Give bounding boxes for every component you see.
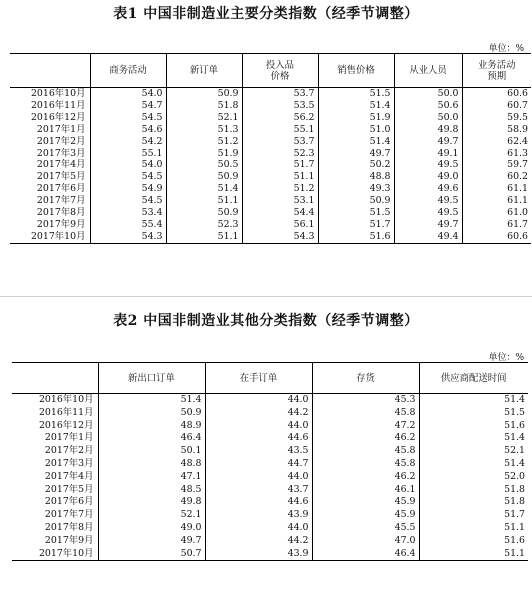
- row-label: 2017年4月: [36, 159, 86, 171]
- table-cell: 62.4: [462, 136, 531, 148]
- table-cell: 54.5: [90, 171, 166, 183]
- table-cell: 44.6: [205, 432, 312, 445]
- table-cell: 51.7: [419, 509, 528, 522]
- table-cell: 49.0: [98, 522, 205, 535]
- table-cell: 51.7: [318, 219, 394, 231]
- table-cell: 55.4: [90, 219, 166, 231]
- table-row: [10, 207, 531, 219]
- row-label: 2017年1月: [44, 432, 94, 444]
- table-cell: 52.0: [419, 471, 528, 484]
- table-cell: 50.6: [394, 100, 462, 112]
- row-label: 2017年10月: [38, 547, 94, 559]
- table-cell: 44.0: [205, 394, 312, 407]
- row-label: 2017年3月: [36, 147, 86, 159]
- table-cell: 46.2: [312, 471, 419, 484]
- table-cell: 60.2: [462, 171, 531, 183]
- table-cell: 49.5: [394, 159, 462, 171]
- table-row: [10, 136, 531, 148]
- table-cell: 46.4: [312, 548, 419, 561]
- table-row: [10, 112, 531, 124]
- table-row: [10, 231, 531, 243]
- table2-col-header-3: 存货: [312, 363, 419, 394]
- table-cell: 51.1: [242, 171, 318, 183]
- row-label: 2017年10月: [30, 230, 86, 242]
- table-cell: 44.2: [205, 535, 312, 548]
- table-row: [12, 484, 528, 497]
- table1: [10, 53, 531, 244]
- table-row: [12, 407, 528, 420]
- table-cell: 49.7: [394, 136, 462, 148]
- table-cell: 51.4: [166, 183, 242, 195]
- table-cell: 51.5: [318, 207, 394, 219]
- table-cell: 61.0: [462, 207, 531, 219]
- table-cell: 49.1: [394, 148, 462, 160]
- table-cell: 50.9: [98, 407, 205, 420]
- table-cell: 51.5: [419, 407, 528, 420]
- table-cell: 51.3: [166, 124, 242, 136]
- table-cell: 51.9: [166, 148, 242, 160]
- table-cell: 51.8: [419, 484, 528, 497]
- row-label: 2017年6月: [44, 496, 94, 508]
- table2-col-header-1: 新出口订单: [98, 363, 205, 394]
- table1-col-header-0: [10, 54, 90, 88]
- table2-col-header-2: 在手订单: [205, 363, 312, 394]
- table-cell: 60.7: [462, 100, 531, 112]
- row-label: 2017年4月: [44, 470, 94, 482]
- table-cell: 50.0: [394, 112, 462, 124]
- row-label: 2017年5月: [44, 483, 94, 495]
- row-label: 2017年8月: [36, 207, 86, 219]
- table-cell: 50.9: [166, 171, 242, 183]
- table-cell: 51.0: [318, 124, 394, 136]
- row-label: 2016年12月: [38, 419, 94, 431]
- table-cell: 61.1: [462, 183, 531, 195]
- table-cell: 43.9: [205, 548, 312, 561]
- table-cell: 49.7: [394, 219, 462, 231]
- table-row: [10, 88, 531, 100]
- table-cell: 51.4: [318, 100, 394, 112]
- table-cell: 47.0: [312, 535, 419, 548]
- table-cell: 49.7: [318, 148, 394, 160]
- table-cell: 49.5: [394, 195, 462, 207]
- table-row: [12, 445, 528, 458]
- table-cell: 49.6: [394, 183, 462, 195]
- table-cell: 51.2: [242, 183, 318, 195]
- section-divider: [0, 296, 532, 297]
- table-cell: 51.4: [318, 136, 394, 148]
- table-row: [12, 548, 528, 561]
- table-cell: 49.8: [98, 496, 205, 509]
- table-cell: 50.0: [394, 88, 462, 100]
- table-cell: 48.8: [98, 458, 205, 471]
- row-label: 2017年7月: [44, 509, 94, 521]
- table-cell: 45.3: [312, 394, 419, 407]
- table-cell: 51.1: [166, 195, 242, 207]
- table1-col-header-1: 商务活动: [90, 54, 166, 88]
- table2-body: [12, 394, 528, 561]
- table-cell: 50.9: [166, 88, 242, 100]
- table2-unit: 单位：%: [488, 353, 524, 363]
- table-cell: 51.4: [419, 458, 528, 471]
- table-cell: 51.1: [166, 231, 242, 243]
- table-row: [12, 496, 528, 509]
- table-cell: 45.8: [312, 445, 419, 458]
- table-cell: 45.8: [312, 458, 419, 471]
- table-cell: 48.5: [98, 484, 205, 497]
- row-label: 2017年2月: [36, 135, 86, 147]
- table-row: [12, 432, 528, 445]
- table-cell: 54.0: [90, 88, 166, 100]
- table-cell: 51.7: [242, 159, 318, 171]
- row-label: 2016年12月: [30, 111, 86, 123]
- row-label: 2016年10月: [30, 88, 86, 99]
- table-cell: 49.0: [394, 171, 462, 183]
- table-cell: 54.0: [90, 159, 166, 171]
- table-cell: 54.6: [90, 124, 166, 136]
- table-cell: 49.8: [394, 124, 462, 136]
- table-cell: 61.7: [462, 219, 531, 231]
- table-cell: 52.3: [242, 148, 318, 160]
- table-cell: 43.5: [205, 445, 312, 458]
- table-cell: 51.6: [419, 535, 528, 548]
- table1-body: [10, 88, 531, 244]
- row-label: 2016年11月: [30, 99, 86, 111]
- table-cell: 51.4: [98, 394, 205, 407]
- table-row: [10, 183, 531, 195]
- table-cell: 59.7: [462, 159, 531, 171]
- table-cell: 53.4: [90, 207, 166, 219]
- table-row: [12, 420, 528, 433]
- table-cell: 58.9: [462, 124, 531, 136]
- table-cell: 45.5: [312, 522, 419, 535]
- table-cell: 51.6: [318, 231, 394, 243]
- table-row: [12, 458, 528, 471]
- table-cell: 43.9: [205, 509, 312, 522]
- table-cell: 53.7: [242, 88, 318, 100]
- table-cell: 46.4: [98, 432, 205, 445]
- table-cell: 52.1: [419, 445, 528, 458]
- table-cell: 51.1: [419, 548, 528, 561]
- table-row: [12, 394, 528, 407]
- table-row: [10, 124, 531, 136]
- table1-unit: 单位：%: [488, 44, 524, 54]
- table1-col-header-4: 销售价格: [318, 54, 394, 88]
- table-cell: 49.7: [98, 535, 205, 548]
- table-cell: 45.8: [312, 407, 419, 420]
- row-label: 2016年10月: [38, 394, 94, 405]
- table-cell: 50.1: [98, 445, 205, 458]
- table-row: [10, 195, 531, 207]
- row-label: 2017年1月: [36, 123, 86, 135]
- table-cell: 56.1: [242, 219, 318, 231]
- table-cell: 53.5: [242, 100, 318, 112]
- table-cell: 53.7: [242, 136, 318, 148]
- table-cell: 51.6: [419, 420, 528, 433]
- table-row: [10, 148, 531, 160]
- row-label: 2017年5月: [36, 171, 86, 183]
- table-cell: 44.2: [205, 407, 312, 420]
- table1-title: 表1 中国非制造业主要分类指数（经季节调整）: [113, 6, 419, 22]
- table-cell: 50.9: [166, 207, 242, 219]
- row-label: 2017年6月: [36, 183, 86, 195]
- table-cell: 48.8: [318, 171, 394, 183]
- table-cell: 54.5: [90, 195, 166, 207]
- table-cell: 44.0: [205, 471, 312, 484]
- row-label: 2016年11月: [38, 406, 94, 418]
- table-cell: 46.1: [312, 484, 419, 497]
- table-cell: 51.2: [166, 136, 242, 148]
- table2: [12, 362, 528, 561]
- table-cell: 45.9: [312, 496, 419, 509]
- table-cell: 49.4: [394, 231, 462, 243]
- table-row: [12, 471, 528, 484]
- table-row: [12, 522, 528, 535]
- row-label: 2017年9月: [36, 218, 86, 230]
- table-cell: 44.0: [205, 522, 312, 535]
- table-cell: 55.1: [90, 148, 166, 160]
- table-cell: 52.3: [166, 219, 242, 231]
- table1-col-header-5: 从业人员: [394, 54, 462, 88]
- table-cell: 47.2: [312, 420, 419, 433]
- table-cell: 49.5: [394, 207, 462, 219]
- table-cell: 50.2: [318, 159, 394, 171]
- table-cell: 54.5: [90, 112, 166, 124]
- table1-col-header-3: 投入品 价格: [242, 54, 318, 88]
- table-cell: 47.1: [98, 471, 205, 484]
- table-cell: 54.3: [90, 231, 166, 243]
- table-cell: 44.0: [205, 420, 312, 433]
- table-cell: 51.8: [166, 100, 242, 112]
- table2-col-header-0: [12, 363, 98, 394]
- table-row: [10, 100, 531, 112]
- table-row: [12, 509, 528, 522]
- table-cell: 59.5: [462, 112, 531, 124]
- table-cell: 52.1: [98, 509, 205, 522]
- table-cell: 53.1: [242, 195, 318, 207]
- table-cell: 54.9: [90, 183, 166, 195]
- table1-header-row: [10, 54, 531, 88]
- table-cell: 51.9: [318, 112, 394, 124]
- table-cell: 50.5: [166, 159, 242, 171]
- row-label: 2017年7月: [36, 195, 86, 207]
- table-cell: 46.2: [312, 432, 419, 445]
- table-row: [10, 171, 531, 183]
- table-cell: 60.6: [462, 231, 531, 243]
- table-cell: 54.7: [90, 100, 166, 112]
- table-cell: 55.1: [242, 124, 318, 136]
- table-cell: 43.7: [205, 484, 312, 497]
- table-cell: 50.9: [318, 195, 394, 207]
- table-cell: 61.1: [462, 195, 531, 207]
- table-cell: 54.4: [242, 207, 318, 219]
- table-cell: 51.4: [419, 394, 528, 407]
- table2-header-row: [12, 363, 528, 394]
- table-cell: 51.4: [419, 432, 528, 445]
- table-cell: 50.7: [98, 548, 205, 561]
- table-row: [12, 535, 528, 548]
- row-label: 2017年9月: [44, 534, 94, 546]
- table-cell: 60.6: [462, 88, 531, 100]
- table-cell: 54.3: [242, 231, 318, 243]
- table-row: [10, 219, 531, 231]
- table-row: [10, 159, 531, 171]
- table-cell: 54.2: [90, 136, 166, 148]
- table2-col-header-4: 供应商配送时间: [419, 363, 528, 394]
- table-cell: 49.3: [318, 183, 394, 195]
- row-label: 2017年2月: [44, 445, 94, 457]
- table1-col-header-6: 业务活动 预期: [462, 54, 531, 88]
- table1-col-header-2: 新订单: [166, 54, 242, 88]
- table-cell: 61.3: [462, 148, 531, 160]
- row-label: 2017年3月: [44, 457, 94, 469]
- table-cell: 52.1: [166, 112, 242, 124]
- table2-title: 表2 中国非制造业其他分类指数（经季节调整）: [113, 313, 419, 329]
- table-cell: 48.9: [98, 420, 205, 433]
- table-cell: 51.5: [318, 88, 394, 100]
- table-cell: 51.8: [419, 496, 528, 509]
- table-cell: 44.7: [205, 458, 312, 471]
- table-cell: 51.1: [419, 522, 528, 535]
- table-cell: 44.6: [205, 496, 312, 509]
- row-label: 2017年8月: [44, 521, 94, 533]
- table-cell: 56.2: [242, 112, 318, 124]
- table-cell: 45.9: [312, 509, 419, 522]
